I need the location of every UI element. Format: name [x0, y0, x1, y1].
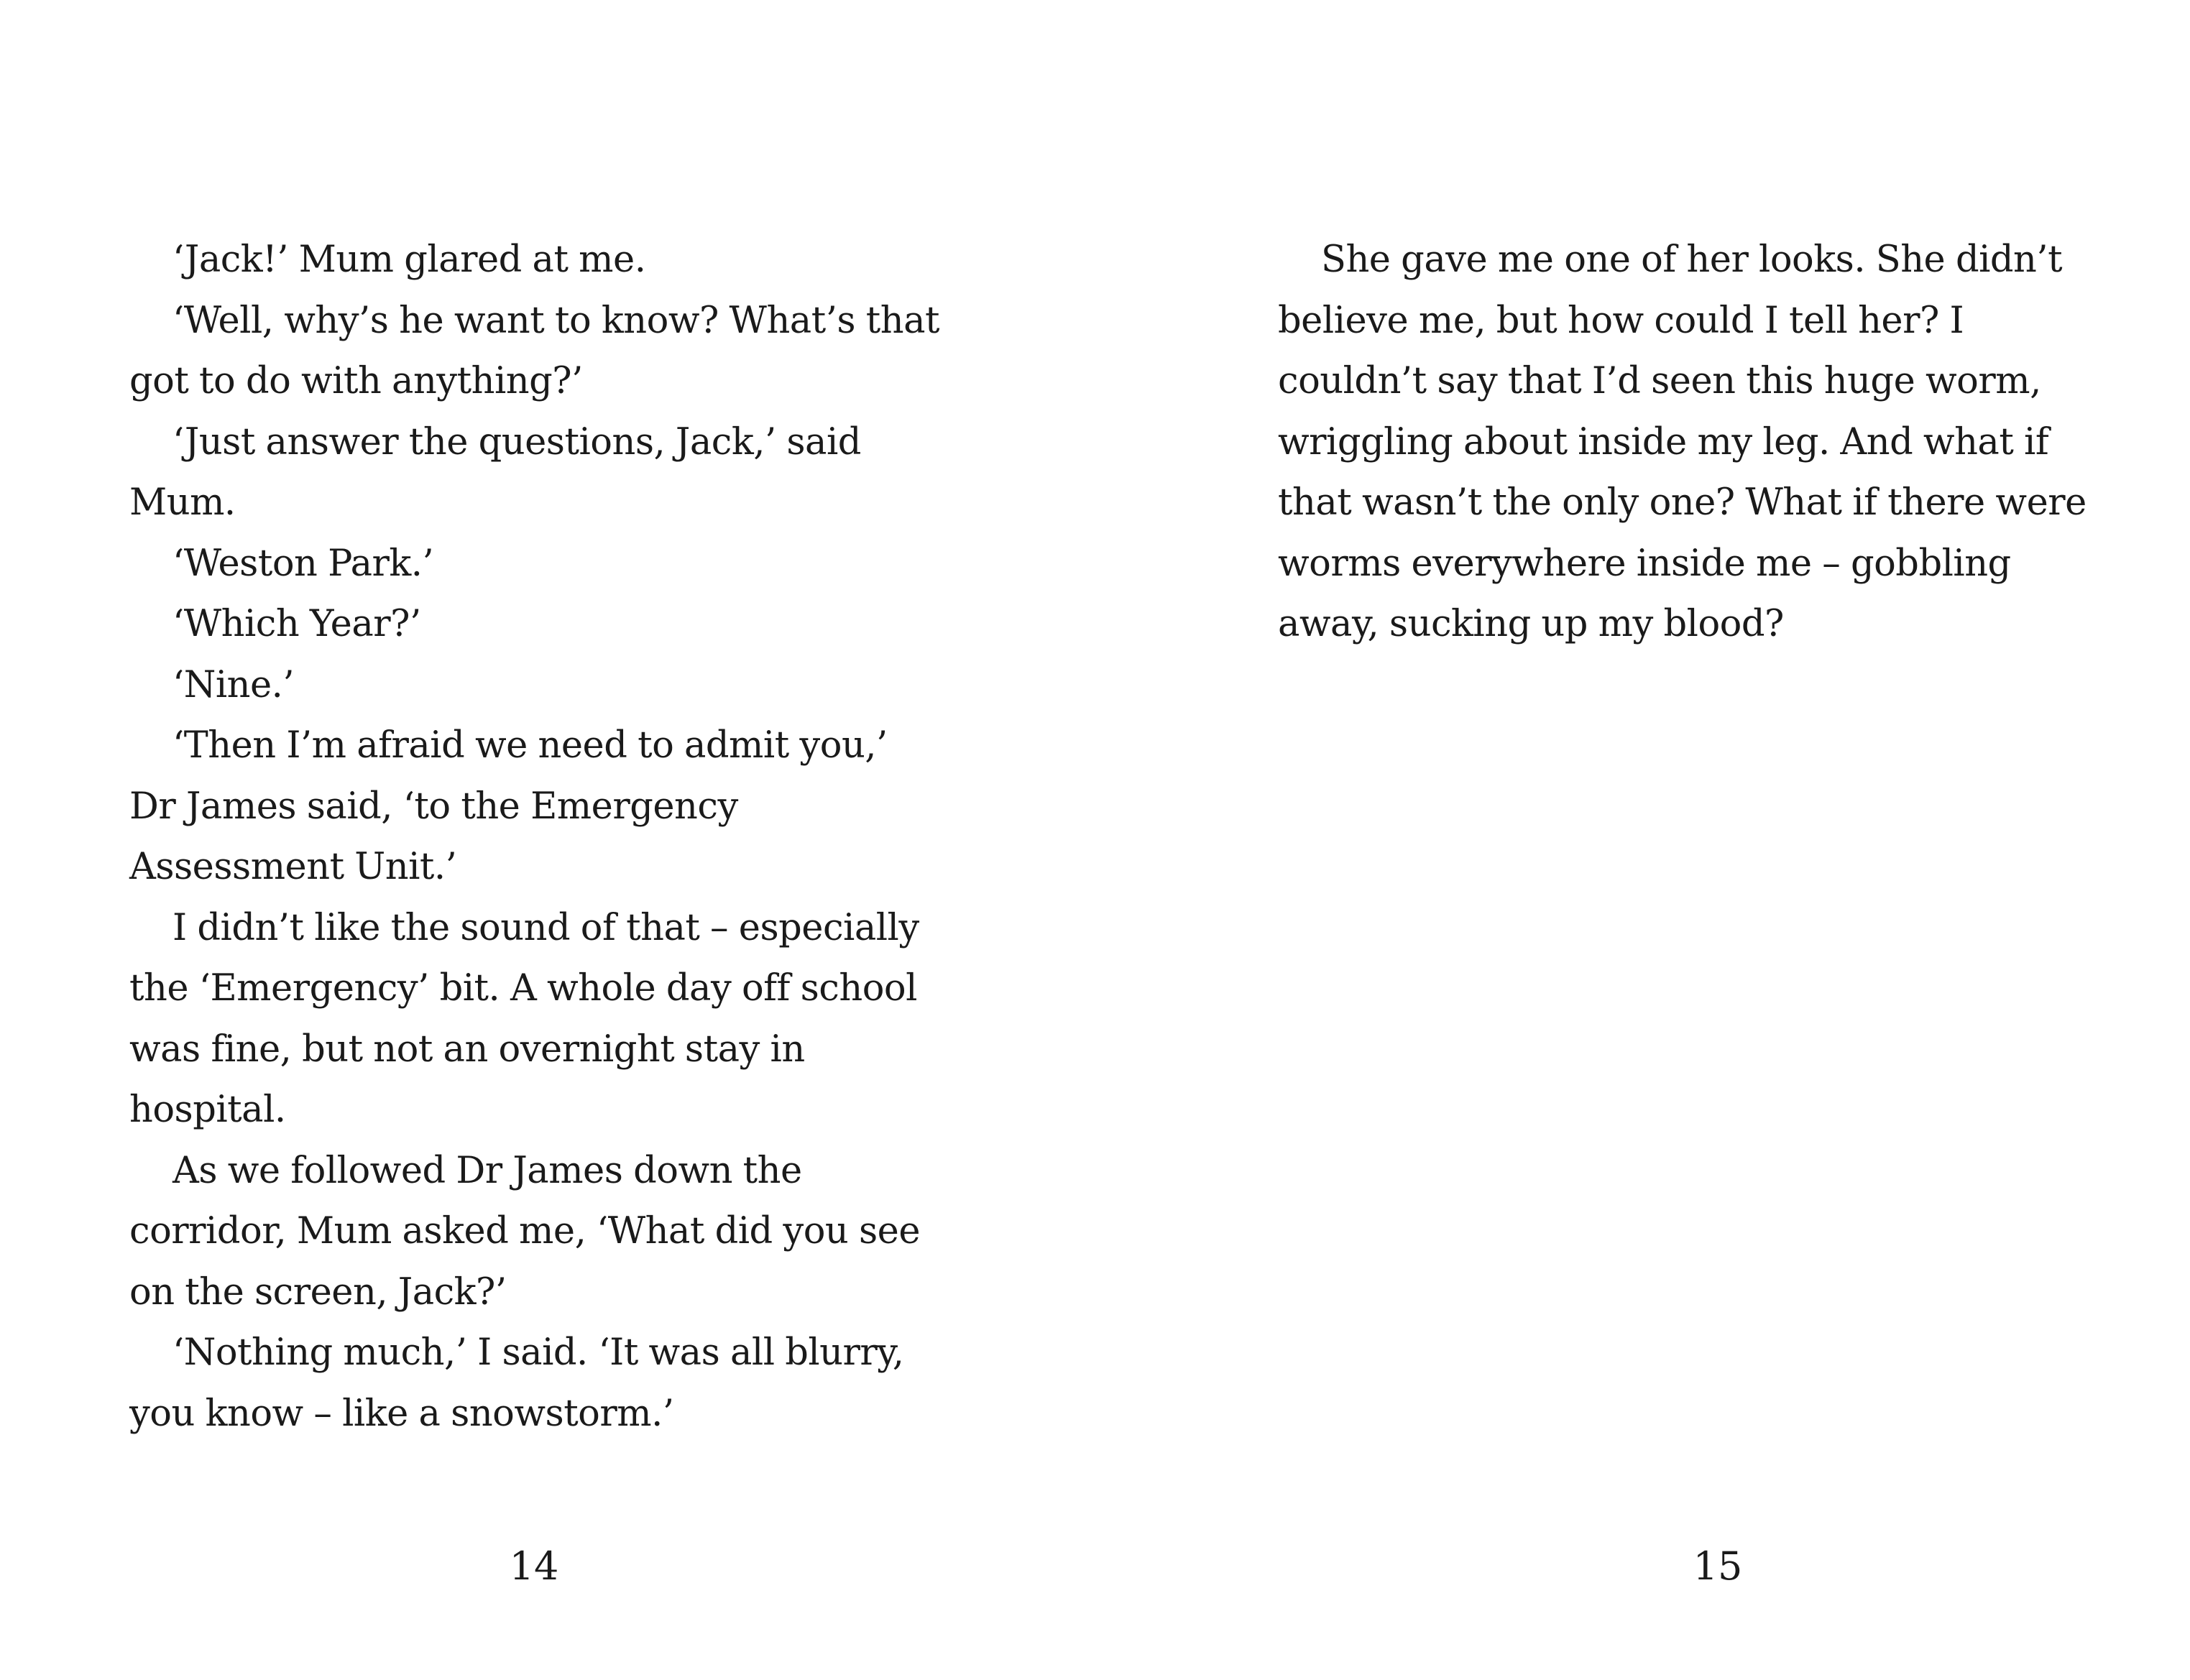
paragraph: ‘Well, why’s he want to know? What’s that got to do with anything?’ — [129, 299, 940, 402]
page-number-right: 15 — [1693, 1543, 1743, 1589]
right-page — [1095, 0, 2189, 1680]
paragraph: ‘Which Year?’ — [172, 603, 421, 645]
paragraph: I didn’t like the sound of that – especially the ‘Emergency’ bit. A whole day off school was fine, but not an overnight stay in hospital. — [129, 906, 919, 1131]
page-number-left: 14 — [509, 1543, 559, 1589]
paragraph: She gave me one of her looks. She didn’t believe me, but how could I tell her? I couldn’t say that I’d seen this huge worm, wriggling about inside my leg. And what if that wasn’t the only one? What if there were worms everywhere inside me – gobbling away, sucking up my blood? — [1278, 239, 2087, 645]
paragraph: ‘Just answer the questions, Jack,’ said Mum. — [129, 420, 861, 524]
paragraph: As we followed Dr James down the corridor, Mum asked me, ‘What did you see on the screen, Jack?’ — [129, 1149, 921, 1314]
right-page-text — [1278, 230, 2090, 655]
paragraph: ‘Nine.’ — [172, 663, 295, 706]
paragraph: ‘Then I’m afraid we need to admit you,’ Dr James said, ‘to the Emergency Assessment Unit.’ — [129, 724, 888, 888]
paragraph: ‘Jack!’ Mum glared at me. — [172, 239, 646, 281]
paragraph: ‘Nothing much,’ I said. ‘It was all blurry, you know – like a snowstorm.’ — [129, 1331, 904, 1435]
left-page-text — [129, 230, 942, 1444]
paragraph: ‘Weston Park.’ — [172, 542, 434, 585]
